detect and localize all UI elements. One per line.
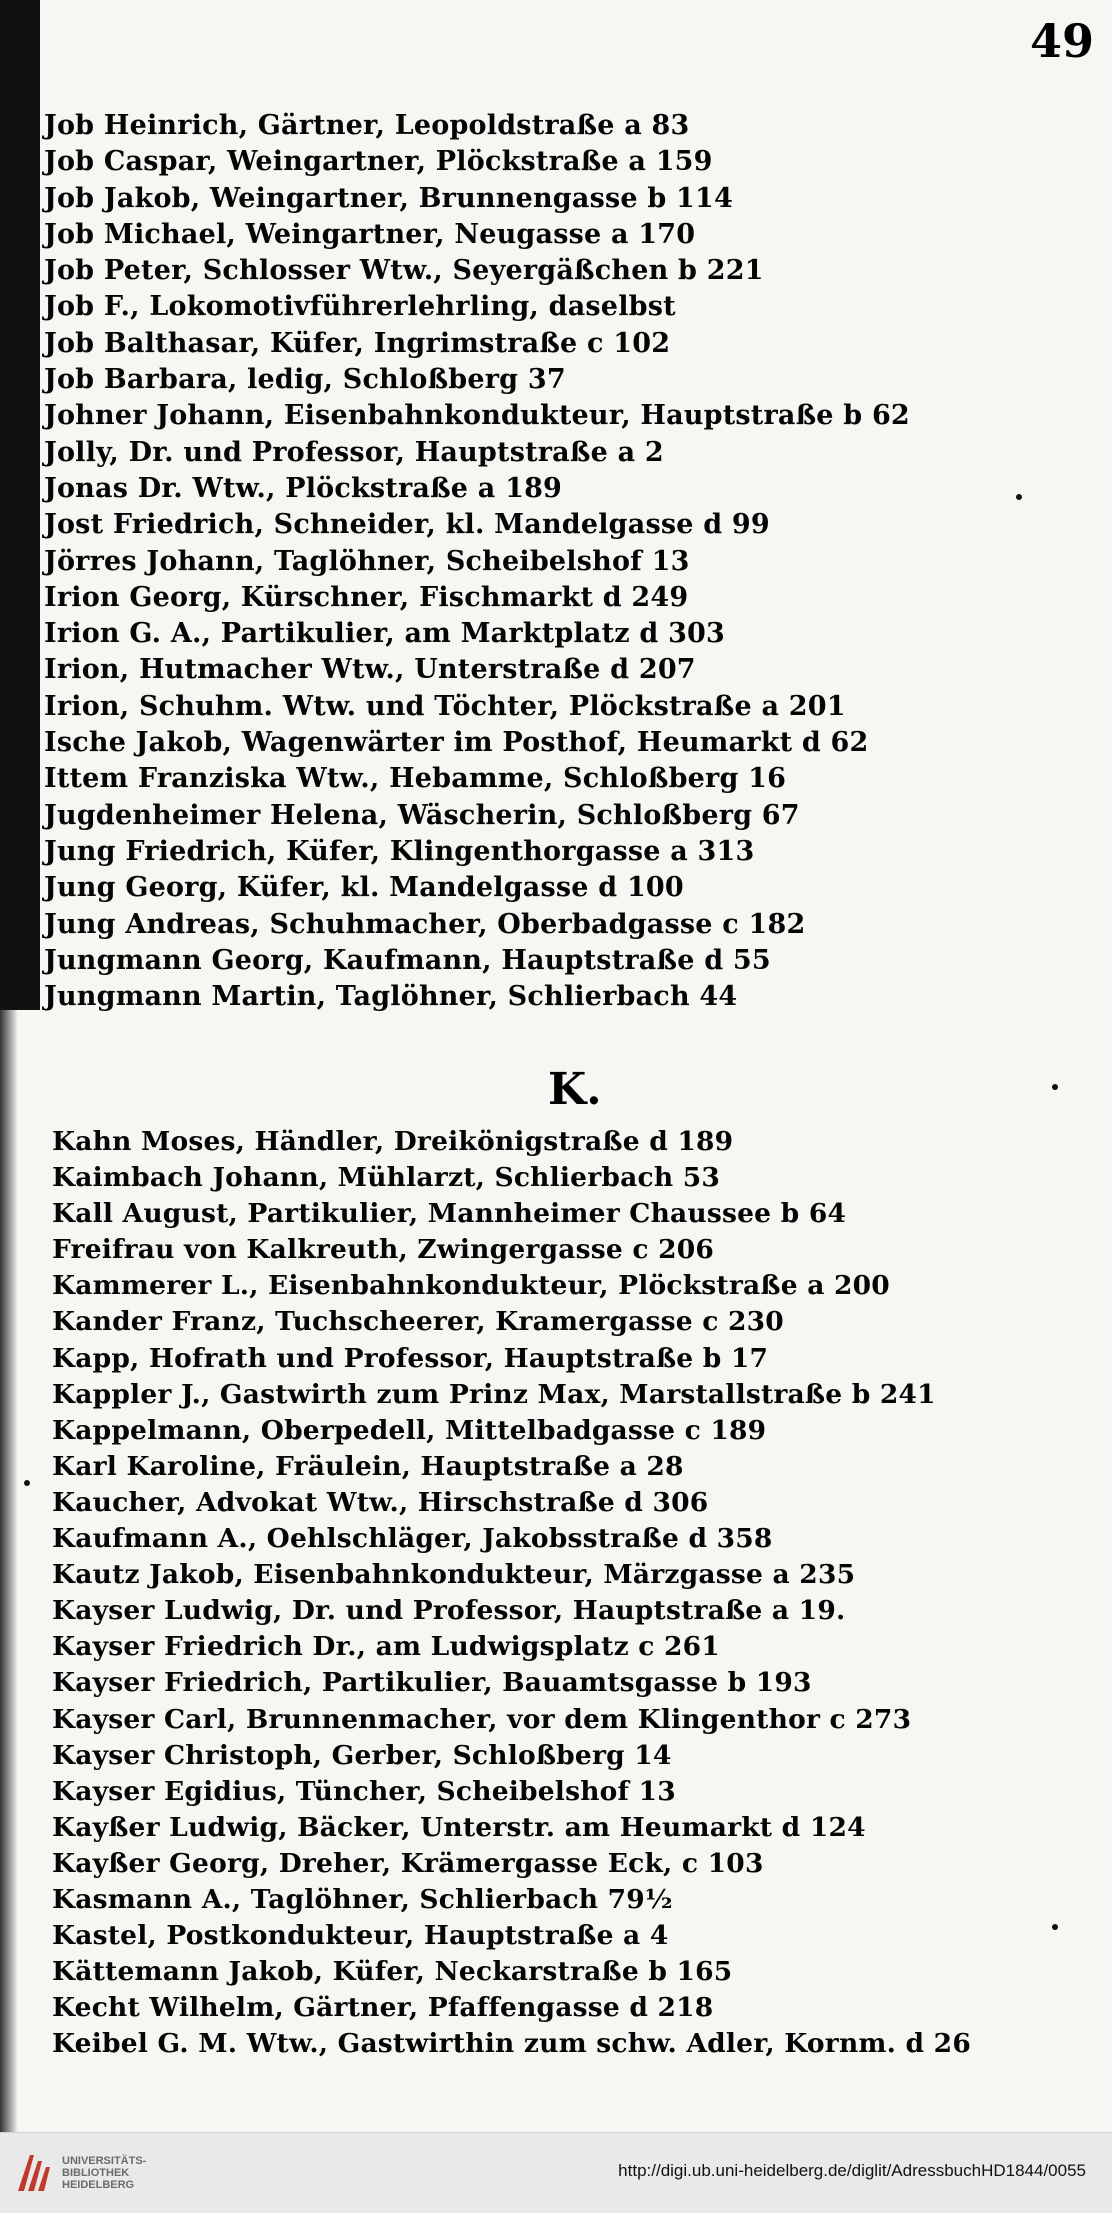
directory-entry: Kättemann Jakob, Küfer, Neckarstraße b 165 — [52, 1956, 733, 1988]
directory-entry: Johner Johann, Eisenbahnkondukteur, Hauptstraße b 62 — [44, 400, 910, 432]
directory-entry: Kayßer Georg, Dreher, Krämergasse Eck, c 103 — [52, 1847, 764, 1879]
directory-entry: Kappler J., Gastwirth zum Prinz Max, Marstallstraße b 241 — [52, 1378, 936, 1410]
directory-entry: Job Peter, Schlosser Wtw., Seyergäßchen b 221 — [44, 255, 764, 287]
directory-entry: Kall August, Partikulier, Mannheimer Chaussee b 64 — [52, 1198, 847, 1230]
directory-list-k — [52, 1124, 971, 2062]
directory-entry: Kayser Friedrich, Partikulier, Bauamtsgasse b 193 — [52, 1667, 812, 1699]
directory-entry: Keibel G. M. Wtw., Gastwirthin zum schw. Adler, Kornm. d 26 — [52, 2028, 971, 2060]
directory-entry: Kayßer Ludwig, Bäcker, Unterstr. am Heumarkt d 124 — [52, 1811, 866, 1843]
directory-entry: Kayser Egidius, Tüncher, Scheibelshof 13 — [52, 1775, 676, 1807]
print-speck — [1016, 494, 1022, 500]
directory-entry: Kecht Wilhelm, Gärtner, Pfaffengasse d 218 — [52, 1992, 714, 2024]
directory-entry: Kaimbach Johann, Mühlarzt, Schlierbach 53 — [52, 1162, 720, 1194]
page-number: 49 — [1029, 14, 1094, 68]
section-heading-letter: K. — [548, 1064, 602, 1115]
print-speck — [1052, 1084, 1058, 1090]
directory-entry: Job Michael, Weingartner, Neugasse a 170 — [44, 218, 696, 250]
directory-entry: Kayser Carl, Brunnenmacher, vor dem Klingenthor c 273 — [52, 1703, 912, 1735]
directory-entry: Kapp, Hofrath und Professor, Hauptstraße b 17 — [52, 1342, 769, 1374]
directory-entry: Job Heinrich, Gärtner, Leopoldstraße a 83 — [44, 110, 690, 141]
university-library-logo-icon — [14, 2151, 54, 2195]
directory-entry: Irion, Hutmacher Wtw., Unterstraße d 207 — [44, 654, 696, 686]
directory-entry: Irion G. A., Partikulier, am Marktplatz d 303 — [44, 618, 726, 650]
library-name-line: UNIVERSITÄTS- — [62, 2155, 147, 2167]
directory-entry: Job Balthasar, Küfer, Ingrimstraße c 102 — [44, 327, 671, 359]
viewer-footer — [0, 2132, 1112, 2213]
directory-entry: Ische Jakob, Wagenwärter im Posthof, Heumarkt d 62 — [44, 727, 869, 759]
directory-entry: Kappelmann, Oberpedell, Mittelbadgasse c 189 — [52, 1414, 767, 1446]
directory-entry: Irion Georg, Kürschner, Fischmarkt d 249 — [44, 581, 689, 613]
directory-entry: Job Jakob, Weingartner, Brunnengasse b 114 — [44, 182, 733, 214]
directory-entry: Jolly, Dr. und Professor, Hauptstraße a 2 — [44, 436, 664, 468]
directory-entry: Jung Friedrich, Küfer, Klingenthorgasse a 313 — [44, 835, 755, 867]
directory-entry: Jungmann Martin, Taglöhner, Schlierbach 44 — [44, 981, 738, 1013]
directory-entry: Irion, Schuhm. Wtw. und Töchter, Plöckstraße a 201 — [44, 690, 846, 722]
directory-entry: Kayser Ludwig, Dr. und Professor, Hauptstraße a 19. — [52, 1595, 846, 1627]
directory-entry: Jost Friedrich, Schneider, kl. Mandelgasse d 99 — [44, 509, 770, 541]
directory-list-j — [44, 108, 910, 1015]
directory-entry: Kayser Christoph, Gerber, Schloßberg 14 — [52, 1739, 672, 1771]
directory-entry: Kander Franz, Tuchscheerer, Kramergasse c 230 — [52, 1306, 784, 1338]
source-url-link[interactable]: http://digi.ub.uni-heidelberg.de/diglit/AdressbuchHD1844/0055 — [618, 2161, 1086, 2180]
directory-entry: Kasmann A., Taglöhner, Schlierbach 79½ — [52, 1883, 673, 1915]
directory-entry: Jonas Dr. Wtw., Plöckstraße a 189 — [44, 472, 563, 504]
directory-entry: Kahn Moses, Händler, Dreikönigstraße d 189 — [52, 1126, 734, 1157]
directory-entry: Jörres Johann, Taglöhner, Scheibelshof 13 — [44, 545, 690, 577]
directory-entry: Kaucher, Advokat Wtw., Hirschstraße d 306 — [52, 1486, 709, 1518]
directory-entry: Kayser Friedrich Dr., am Ludwigsplatz c 261 — [52, 1631, 720, 1663]
directory-entry: Karl Karoline, Fräulein, Hauptstraße a 28 — [52, 1450, 684, 1482]
print-speck — [1052, 1924, 1058, 1930]
directory-entry: Jung Georg, Küfer, kl. Mandelgasse d 100 — [44, 872, 684, 904]
page-gutter-shadow — [0, 1010, 18, 2132]
library-name-line: BIBLIOTHEK — [62, 2167, 130, 2179]
directory-entry: Job F., Lokomotivführerlehrling, daselbst — [44, 291, 676, 323]
directory-entry: Jugdenheimer Helena, Wäscherin, Schloßberg 67 — [44, 799, 800, 831]
directory-entry: Jungmann Georg, Kaufmann, Hauptstraße d 55 — [44, 944, 771, 976]
directory-entry: Kautz Jakob, Eisenbahnkondukteur, Märzgasse a 235 — [52, 1559, 856, 1591]
directory-entry: Job Caspar, Weingartner, Plöckstraße a 159 — [44, 146, 713, 178]
print-speck — [24, 1480, 30, 1486]
directory-entry: Jung Andreas, Schuhmacher, Oberbadgasse c 182 — [44, 908, 806, 940]
directory-entry: Kastel, Postkondukteur, Hauptstraße a 4 — [52, 1920, 669, 1952]
directory-entry: Freifrau von Kalkreuth, Zwingergasse c 206 — [52, 1234, 715, 1266]
library-name-line: HEIDELBERG — [62, 2179, 135, 2191]
directory-entry: Kaufmann A., Oehlschläger, Jakobsstraße d 358 — [52, 1523, 773, 1555]
directory-entry: Job Barbara, ledig, Schloßberg 37 — [44, 364, 566, 396]
library-name — [62, 2155, 146, 2191]
directory-entry: Kammerer L., Eisenbahnkondukteur, Plöckstraße a 200 — [52, 1270, 890, 1302]
directory-entry: Ittem Franziska Wtw., Hebamme, Schloßberg 16 — [44, 763, 787, 795]
book-spine-shadow — [0, 0, 40, 1010]
